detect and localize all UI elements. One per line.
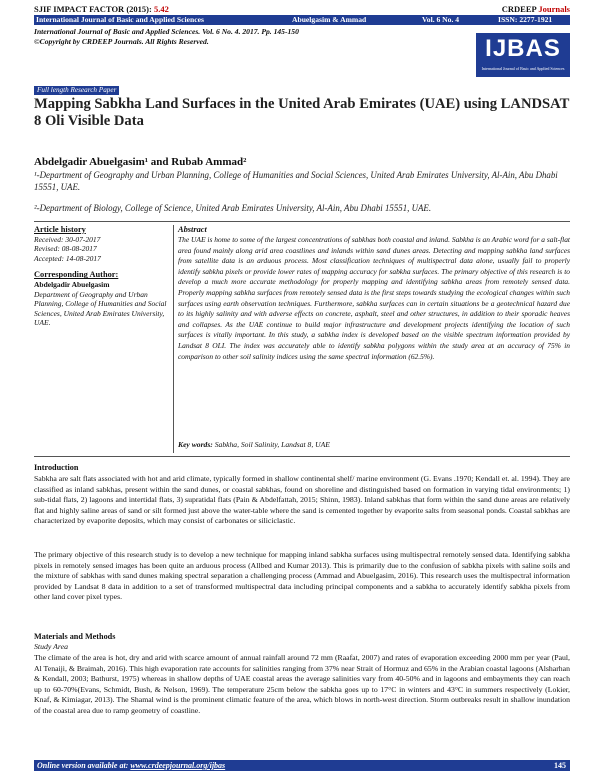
methods-heading: Materials and Methods (34, 632, 116, 641)
revised-date: Revised: 08-08-2017 (34, 244, 97, 254)
affiliation-2: ²-Department of Biology, College of Science, United Arab Emirates University, Al-Ain, Abu Dhabi 15551, UAE. (34, 203, 432, 213)
corresponding-heading: Corresponding Author: (34, 270, 119, 280)
corresponding-address: Department of Geography and Urban Planning, College of Humanities and Social Sciences, United Arab Emirates University, UAE. (34, 289, 167, 328)
citation-block (34, 27, 299, 47)
methods-paragraph-1: The climate of the area is hot, dry and arid with scarce amount of annual rainfall around 72 mm (Raafat, 2007) and rates of evaporation exceeding 2000 mm per year (Paul, Al Tenaiji, & Braimah, 2016). This high evaporation rate accounts for salinities ranging from 37% near Strait of Hormuz and 65% in the Arabian coastal lagoons (Alsharhan & Kendall, 2003; Bathurst, 1975) whereas in shallow depths of UAE coastal areas the average salinities vary from 40-50% and in lagoons and embayments they can reach up to 60-70%(Evans, Schmidt, Bush, & Nelson, 1969). The temperature 25cm below the sabkha goes up to 17°C in winters and 43°C in summers respectively (Lokier, Knaf, & Kimiagar, 2013). The Shamal wind is the prominent climatic feature of the area, which blows in north-west direction. Storm outbreaks result in shallow inundation of the coastal area due to ramp geometry of coastline. (34, 653, 570, 715)
article-history-heading: Article history (34, 225, 86, 234)
citation-line: International Journal of Basic and Applied Sciences. Vol. 6 No. 4. 2017. Pp. 145-150 (34, 27, 299, 36)
spacer (34, 263, 170, 270)
paper-type-badge: Full length Research Paper (34, 86, 119, 95)
issn: ISSN: 2277-1921 (498, 15, 553, 24)
journal-logo (476, 33, 570, 77)
publisher-prefix: CRDEEP (501, 4, 537, 14)
journal-info-bar (34, 15, 570, 25)
paper-title: Mapping Sabkha Land Surfaces in the United Arab Emirates (UAE) using LANDSAT 8 Oli Visible Data (34, 96, 570, 129)
introduction-paragraph-2: The primary objective of this research study is to develop a new technique for mapping inland sabkha surfaces using multispectral remotely sensed data. Identifying sabkha pixels in remotely sensed images has been quite an arduous process (Allbed and Kumar 2013). This is primarily due to the confusion of sabkha pixels with saline soils and the mixture of sabkhas with sand dunes making spectral separation a challenging process (Ammad and Abuelgasim, 2016). This research uses the multispectral information provided by Landsat 8 data in addition to a set of transformed multispectral data including principal components and a sabkha to accurately identify sabkha pixels from other land cover pixel types. (34, 550, 570, 601)
journal-header (34, 4, 570, 14)
abstract (178, 225, 570, 362)
section-divider (34, 221, 570, 222)
introduction-heading: Introduction (34, 463, 79, 472)
abstract-heading: Abstract (178, 225, 207, 234)
journal-url-link[interactable]: www.crdeepjournal.org/ijbas (130, 761, 226, 770)
author-list: Abdelgadir Abuelgasim¹ and Rubab Ammad² (34, 156, 247, 168)
copyright-line: ©Copyright by CRDEEP Journals. All Rights Reserved. (34, 37, 209, 46)
introduction-paragraph-1: Sabkha are salt flats associated with hot and arid climate, typically formed in shallow continental shelf/ marine environment (G. Evans .1970; Kendall et. al. 1994). They are classified as inland sabkhas, present within the sand dunes, or coastal sabkhas, found on shoreline and distinguished based on formation in varying tidal environments; 1) sub-tidal flats, 2) lagoons and intertidal flats, 3) supratidal flats (Pain & Abdelfattah, 2015; Shinn, 1983). Inland sabkhas that form within the sand dune areas are relatively flat and highly saline areas of sand or silt formed just above the water-table where the sand is cemented together by evaporite salts from seasonal ponds. Coastal sabkhas are characterized by evaporite deposits, which may consist of carbonates or siliciclastic. (34, 474, 570, 525)
affiliation-1: ¹-Department of Geography and Urban Planning, College of Humanities and Social Sciences, United Arab Emirates University, Al-Ain, Abu Dhabi 15551, UAE. (34, 170, 558, 192)
impact-factor-value: 5.42 (153, 4, 169, 14)
page-number: 145 (554, 761, 566, 770)
page-footer (34, 760, 570, 771)
impact-factor-label: SJIF IMPACT FACTOR (2015): (34, 4, 152, 14)
publisher-name (502, 4, 570, 14)
journal-name: International Journal of Basic and Applied Sciences (36, 15, 204, 24)
keywords (178, 440, 330, 449)
received-date: Received: 30-07-2017 (34, 234, 101, 244)
running-authors: Abuelgasim & Ammad (292, 15, 367, 24)
accepted-date: Accepted: 14-08-2017 (34, 253, 101, 263)
logo-subtitle: International Journal of Basic and Applied Sciences (481, 66, 565, 71)
section-divider-2 (34, 456, 570, 457)
publisher-suffix: Journals (538, 4, 570, 14)
footer-label: Online version available at: (37, 761, 129, 770)
column-divider (173, 225, 174, 453)
keywords-text: Sabkha, Soil Salinity, Landsat 8, UAE (214, 440, 330, 449)
logo-text: IJBAS (485, 35, 561, 62)
keywords-label: Key words: (178, 440, 213, 449)
study-area-heading: Study Area (34, 642, 68, 651)
abstract-text: The UAE is home to some of the largest concentrations of sabkhas both coastal and inland. Sabkha is an Arabic word for a salt-flat area found mainly along arid area coastlines and inlands within sand dunes areas. Detecting and mapping sabkha land surfaces from satellite data is an arduous process. Most classification techniques of multispectral data alone, usually fail to properly identify sabkha pixels or provide lower rates of mapping accuracy for sabkha surfaces. The primary objective of this research is to develop a much more accurate methodology for properly mapping and identifying sabkha areas from remotely sensed data. Properly mapping sabkha surfaces from remotely sensed data is the first steps towards studying the ecological changes within such surfaces using earth observation techniques. Furthermore, sabkha surfaces can in certain situations be a geotechnical hazard due to its highly salinity and with adverse effects on concrete, asphalt, steel and other structures, in addition to their sporadic heaves and collapses. As the UAE continue to build major infrastructure and development projects identifying the location of such surfaces is vitally important. In this study, a sabkha index is developed based on the visible spectrum information provided by Landsat 8 OLI. The index was accurately able to identify sabkha polygons within the study area at an accuracy of 75% in comparison to other soil salinity indices using the same spectral information (62.5%). (178, 235, 570, 361)
volume-info: Vol. 6 No. 4 (422, 15, 460, 24)
impact-factor (34, 4, 169, 14)
corresponding-name: Abdelgadir Abuelgasim (34, 279, 110, 289)
article-sidebar (34, 225, 170, 328)
